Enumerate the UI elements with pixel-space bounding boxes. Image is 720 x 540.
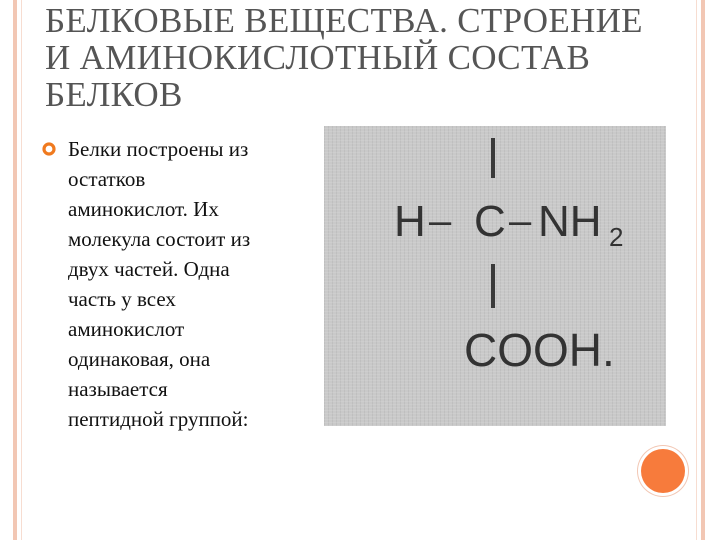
bullet-item bbox=[42, 134, 312, 434]
formula-svg bbox=[324, 126, 666, 426]
group-nh-subscript: 2 bbox=[609, 222, 624, 252]
title-line-3: БЕЛКОВ bbox=[45, 75, 183, 114]
atom-h: H bbox=[394, 197, 426, 246]
bond-top bbox=[491, 138, 495, 178]
decor-circle-icon bbox=[641, 449, 685, 493]
group-cooh: COOH. bbox=[464, 324, 615, 376]
formula-image bbox=[324, 126, 666, 426]
atom-c: C bbox=[474, 197, 506, 246]
title-line-2: И АМИНОКИСЛОТНЫЙ СОСТАВ bbox=[45, 38, 591, 77]
dash-left: – bbox=[429, 199, 452, 243]
title-line-1: БЕЛКОВЫЕ ВЕЩЕСТВА. СТРОЕНИЕ bbox=[45, 1, 643, 40]
bond-bottom bbox=[491, 264, 495, 308]
bullet-text: Белки построены из остатков аминокислот. Их молекула состоит из двух частей. Одна часть у всех аминокислот одинаковая, она называется пептидной группой: bbox=[68, 137, 251, 431]
bullet-icon bbox=[42, 142, 56, 156]
dash-right: – bbox=[509, 199, 532, 243]
slide-title bbox=[45, 2, 665, 113]
group-nh: NH bbox=[538, 197, 602, 246]
